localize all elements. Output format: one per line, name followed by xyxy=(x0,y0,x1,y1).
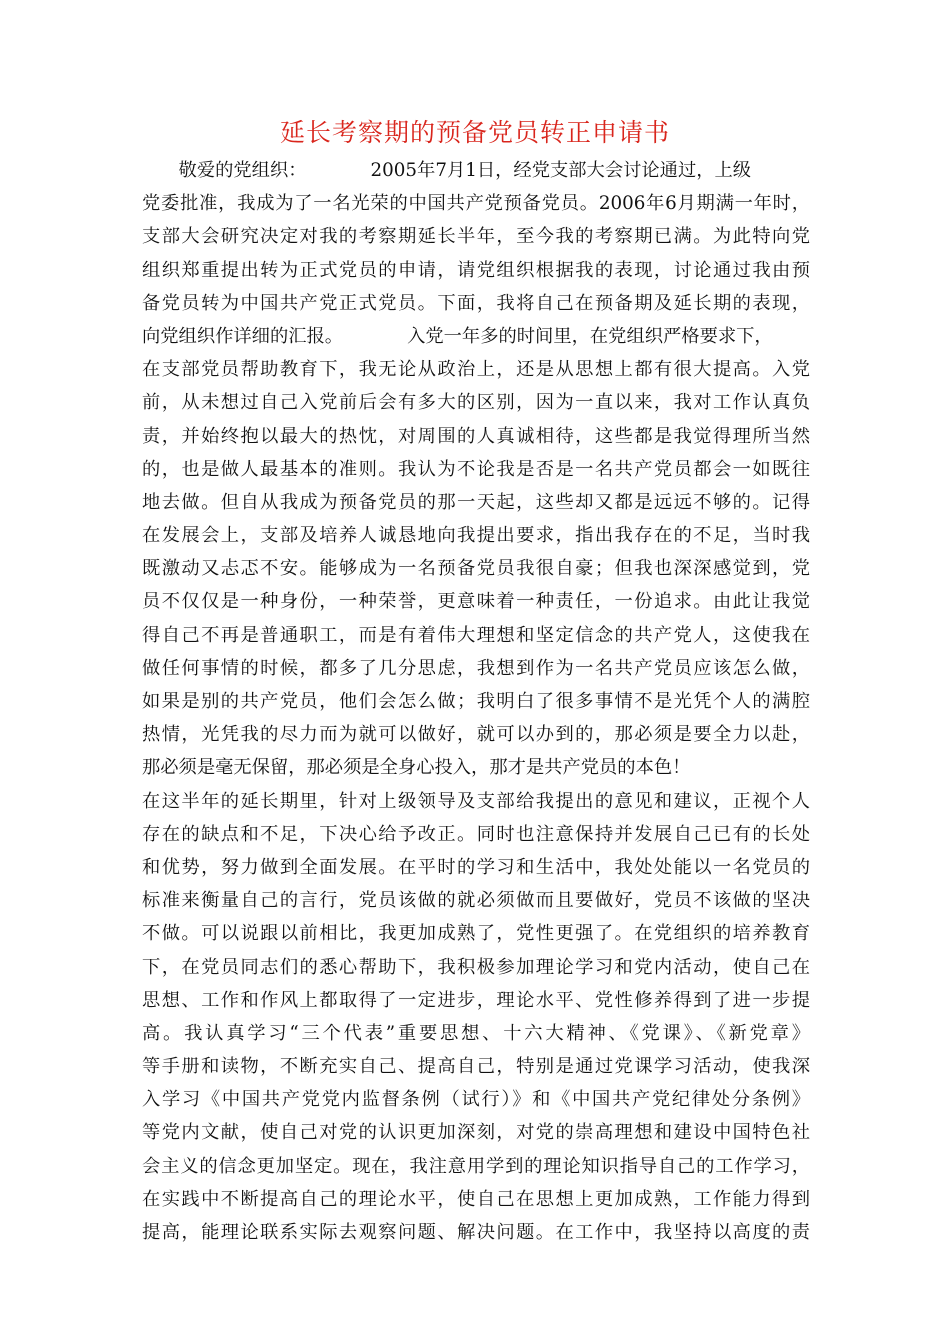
body-line: 组织郑重提出转为正式党员的申请，请党组织根据我的表现，讨论通过我由预 xyxy=(142,259,810,281)
body-line: 在支部党员帮助教育下，我无论从政治上，还是从思想上都有很大提高。入党 xyxy=(142,359,810,381)
body-line: 不做。可以说跟以前相比，我更加成熟了，党性更强了。在党组织的培养教育 xyxy=(142,923,810,945)
body-line: 等手册和读物，不断充实自己、提高自己，特别是通过党课学习活动，使我深 xyxy=(142,1056,810,1078)
body-line: 做任何事情的时候，都多了几分思虑，我想到作为一名共产党员应该怎么做， xyxy=(142,657,810,679)
body-line: 向党组织作详细的汇报。 入党一年多的时间里，在党组织严格要求下， xyxy=(142,325,773,347)
body-line: 在发展会上，支部及培养人诚恳地向我提出要求，指出我存在的不足，当时我 xyxy=(142,525,810,547)
body-line: 前，从未想过自己入党前后会有多大的区别，因为一直以来，我对工作认真负 xyxy=(142,392,810,414)
body-line: 入学习《中国共产党党内监督条例（试行）》和《中国共产党纪律处分条例》 xyxy=(142,1089,810,1111)
body-line: 等党内文献，使自己对党的认识更加深刻，对党的崇高理想和建设中国特色社 xyxy=(142,1122,810,1144)
body-line: 提高，能理论联系实际去观察问题、解决问题。在工作中，我坚持以高度的责 xyxy=(142,1222,810,1243)
body-line: 员不仅仅是一种身份，一种荣誉，更意味着一种责任，一份追求。由此让我觉 xyxy=(142,591,810,613)
body-line: 备党员转为中国共产党正式党员。下面，我将自己在预备期及延长期的表现， xyxy=(142,292,810,314)
body-line: 下，在党员同志们的悉心帮助下，我积极参加理论学习和党内活动，使自己在 xyxy=(142,956,810,978)
body-line: 地去做。但自从我成为预备党员的那一天起，这些却又都是远远不够的。记得 xyxy=(142,491,810,513)
body-line: 和优势，努力做到全面发展。在平时的学习和生活中，我处处能以一名党员的 xyxy=(142,856,810,878)
body-line: 在实践中不断提高自己的理论水平，使自己在思想上更加成熟，工作能力得到 xyxy=(142,1188,810,1210)
body-line: 的，也是做人最基本的准则。我认为不论我是否是一名共产党员都会一如既往 xyxy=(142,458,810,480)
document-title: 延长考察期的预备党员转正申请书 xyxy=(279,118,670,147)
body-line: 会主义的信念更加坚定。现在，我注意用学到的理论知识指导自己的工作学习， xyxy=(142,1155,810,1177)
body-line: 思想、工作和作风上都取得了一定进步，理论水平、党性修养得到了进一步提 xyxy=(142,989,810,1011)
body-line: 如果是别的共产党员，他们会怎么做；我明白了很多事情不是光凭个人的满腔 xyxy=(142,691,810,712)
body-line: 存在的缺点和不足，下决心给予改正。同时也注意保持并发展自己已有的长处 xyxy=(142,823,810,845)
body-line: 党委批准，我成为了一名光荣的中国共产党预备党员。2006年6月期满一年时， xyxy=(142,193,810,215)
body-line: 支部大会研究决定对我的考察期延长半年，至今我的考察期已满。为此特向党 xyxy=(142,226,810,248)
body-line: 热情，光凭我的尽力而为就可以做好，就可以办到的，那必须是要全力以赴， xyxy=(142,724,810,746)
body-line: 责，并始终抱以最大的热忱，对周围的人真诚相待，这些都是我觉得理所当然 xyxy=(142,425,810,447)
body-line: 在这半年的延长期里，针对上级领导及支部给我提出的意见和建议，正视个人 xyxy=(142,790,810,812)
body-line: 既激动又忐忑不安。能够成为一名预备党员我很自豪；但我也深深感觉到，党 xyxy=(142,558,810,580)
body-line: 敬爱的党组织： 2005年7月1日，经党支部大会讨论通过，上级 xyxy=(142,160,752,181)
body-line: 标准来衡量自己的言行，党员该做的就必须做而且要做好，党员不该做的坚决 xyxy=(142,890,810,912)
body-line: 那必须是毫无保留，那必须是全身心投入，那才是共产党员的本色！ xyxy=(142,757,691,779)
body-line: 高。我认真学习“三个代表”重要思想、十六大精神、《党课》、《新党章》 xyxy=(142,1022,810,1044)
document-body xyxy=(142,154,810,1249)
body-line: 得自己不再是普通职工，而是有着伟大理想和坚定信念的共产党人，这使我在 xyxy=(142,624,810,646)
